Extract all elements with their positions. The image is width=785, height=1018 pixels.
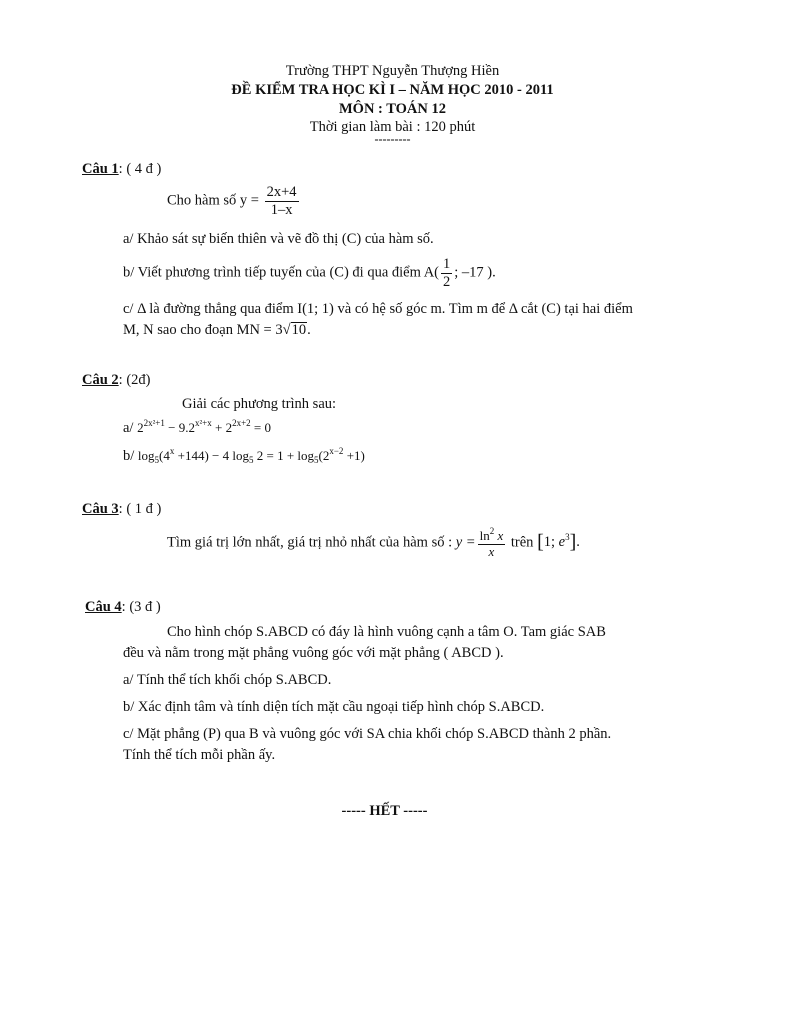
q1-label: Câu 1: [82, 161, 119, 177]
q3-fraction: [478, 526, 506, 560]
q2-part-a: [123, 418, 271, 437]
q1-b-fraction: [441, 256, 452, 290]
q1-b-den: 2: [443, 273, 451, 290]
q2-a-label: a/: [123, 420, 134, 436]
end-marker: ----- HẾT -----: [341, 803, 428, 819]
q2-b-label: b/: [123, 448, 135, 464]
q4-part-b: b/ Xác định tâm và tính diện tích mặt cầu ngoại tiếp hình chóp S.ABCD.: [123, 699, 545, 715]
q1-b-pre: b/ Viết phương trình tiếp tuyến của (C) đi qua điểm A(: [123, 264, 440, 281]
q1-part-c-line2: [123, 321, 311, 339]
q4-heading: [85, 598, 161, 616]
subject-title: MÔN : TOÁN 12: [338, 101, 446, 117]
q1-c-end: .: [307, 322, 311, 338]
q4-part-c-line1: c/ Mặt phẳng (P) qua B và vuông góc với SA chia khối chóp S.ABCD thành 2 phần.: [123, 726, 612, 742]
exam-duration: Thời gian làm bài : 120 phút: [309, 119, 476, 135]
q3-heading: [82, 500, 161, 518]
q2-b-equation: $\log_5(4^x +144) - 4$ $\log_5 2 = 1 + \log_5(2^{x-2} +1)$: [137, 446, 365, 465]
q4-intro-line2: đều và nằm trong mặt phẳng vuông góc với mặt phẳng ( ABCD ).: [123, 645, 504, 661]
q1-fraction-numerator: 2x+4: [266, 184, 297, 200]
q1-c-sqrt: 10: [291, 322, 307, 338]
q4-part-c-line2: Tính thể tích mỗi phần ấy.: [123, 747, 276, 763]
q3-label: Câu 3: [82, 501, 119, 517]
q1-b-num: 1: [443, 256, 451, 272]
q2-part-b: [123, 446, 365, 466]
exam-title: ĐỀ KIỂM TRA HỌC KÌ I – NĂM HỌC 2010 - 2011: [231, 82, 554, 98]
q3-interval: [1; $e^3$].: [537, 531, 580, 554]
q1-heading: [82, 160, 161, 178]
q4-points: : (3 đ ): [121, 599, 161, 615]
q2-intro: Giải các phương trình sau:: [182, 396, 337, 412]
q3-text: Tìm giá trị lớn nhất, giá trị nhỏ nhất của hàm số :: [167, 534, 453, 551]
q3-num: $\ln^2 x$: [479, 526, 504, 543]
q1-intro: Cho hàm số y =: [167, 192, 259, 209]
q3-y: y =: [455, 534, 476, 551]
q3-den: x: [488, 543, 495, 559]
q4-label: Câu 4: [85, 599, 122, 615]
q1-fraction: [265, 184, 299, 218]
header-divider: ---------: [374, 132, 411, 146]
q1-part-b: [123, 256, 496, 290]
q1-function: [167, 184, 301, 218]
sqrt-symbol: √: [282, 322, 291, 338]
q1-part-c-line1: c/ Δ là đường thẳng qua điểm I(1; 1) và có hệ số góc m. Tìm m để Δ cắt (C) tại hai điểm: [123, 301, 633, 317]
q2-label: Câu 2: [82, 372, 119, 388]
q2-a-equation: $2^{2x^2+1} - 9.2^{x^2+x} + 2^{2x+2} = 0$: [137, 418, 272, 435]
q1-part-a: a/ Khảo sát sự biến thiên và vẽ đồ thị (C) của hàm số.: [123, 231, 434, 247]
q4-part-a: a/ Tính thể tích khối chóp S.ABCD.: [123, 672, 332, 688]
q3-content: [167, 526, 580, 560]
school-name: Trường THPT Nguyễn Thượng Hiền: [285, 63, 500, 79]
q2-points: : (2đ): [118, 372, 151, 388]
q4-intro-line1: Cho hình chóp S.ABCD có đáy là hình vuông cạnh a tâm O. Tam giác SAB: [167, 624, 606, 640]
q1-points: : ( 4 đ ): [118, 161, 162, 177]
q3-points: : ( 1 đ ): [118, 501, 162, 517]
q1-c-pre: M, N sao cho đoạn MN = 3: [123, 322, 283, 338]
q1-b-post: ; –17 ).: [454, 264, 496, 281]
q2-heading: [82, 371, 150, 389]
q3-on: trên: [510, 534, 534, 551]
q1-fraction-denominator: 1–x: [270, 201, 293, 218]
